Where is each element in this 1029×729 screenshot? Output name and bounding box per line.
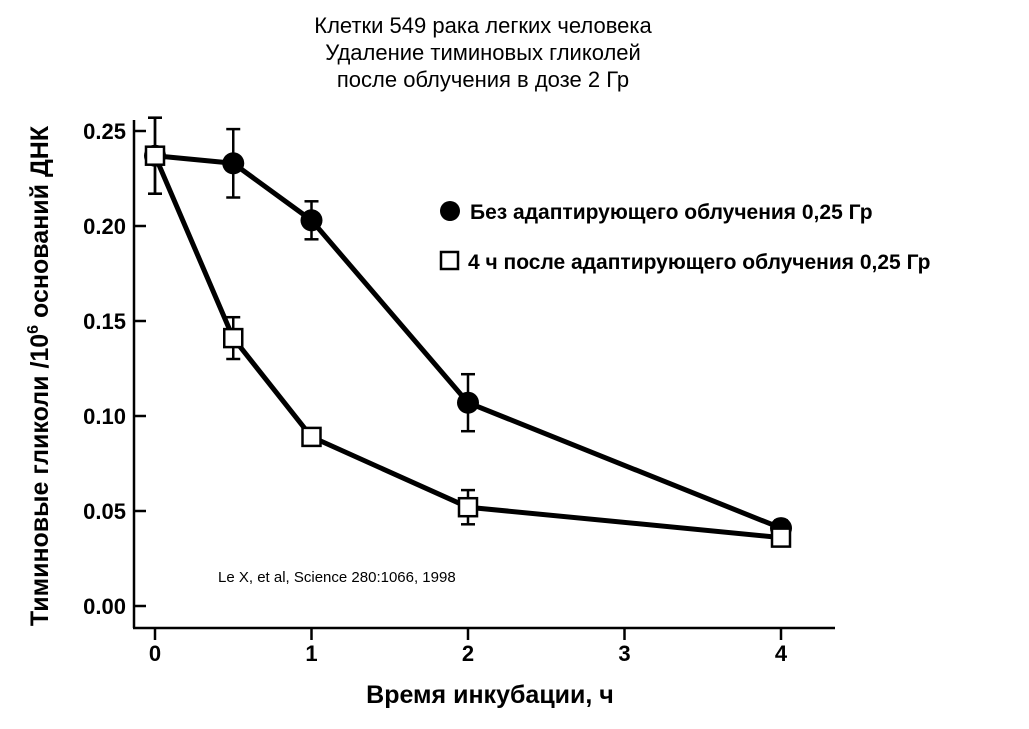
data-point-square bbox=[303, 428, 321, 446]
x-tick-label: 1 bbox=[305, 641, 318, 666]
y-tick-label: 0.25 bbox=[83, 119, 126, 144]
series-2 bbox=[146, 118, 790, 547]
y-tick-label: 0.15 bbox=[83, 309, 126, 334]
data-point-square bbox=[459, 498, 477, 516]
data-point-square bbox=[146, 147, 164, 165]
x-tick-label: 2 bbox=[461, 641, 475, 666]
chart-title-line-2: Удаление тиминовых гликолей bbox=[325, 40, 641, 65]
y-axis-label-superscript: 6 bbox=[25, 324, 42, 334]
legend-label-series-2: 4 ч после адаптирующего облучения 0,25 Гр bbox=[468, 251, 931, 274]
y-axis-label bbox=[25, 125, 54, 626]
data-point-square bbox=[224, 329, 242, 347]
x-axis-label: Время инкубации, ч bbox=[366, 681, 614, 709]
y-ticks bbox=[83, 119, 146, 619]
x-tick-label: 4 bbox=[774, 641, 788, 666]
data-point-circle bbox=[222, 152, 244, 174]
legend bbox=[440, 201, 931, 274]
x-tick-label: 3 bbox=[618, 641, 631, 666]
axes bbox=[133, 120, 835, 628]
data-point-circle bbox=[457, 392, 479, 414]
data-point-square bbox=[772, 529, 790, 547]
x-ticks bbox=[149, 628, 788, 666]
data-point-circle bbox=[301, 209, 323, 231]
y-tick-label: 0.05 bbox=[83, 499, 126, 524]
chart-title-line-1: Клетки 549 рака легких человека bbox=[314, 13, 652, 38]
legend-label-series-1: Без адаптирующего облучения 0,25 Гр bbox=[470, 201, 873, 224]
y-axis-label-tail: оснований ДНК bbox=[26, 125, 54, 325]
series-layer bbox=[144, 118, 792, 547]
y-tick-label: 0.20 bbox=[83, 214, 126, 239]
x-tick-label: 0 bbox=[148, 641, 162, 666]
y-axis-label-main: Тиминовые гликоли /10 bbox=[26, 333, 54, 627]
citation-annotation: Le X, et al, Science 280:1066, 1998 bbox=[218, 569, 456, 586]
legend-marker-filled-circle bbox=[440, 201, 460, 221]
legend-marker-open-square bbox=[441, 252, 458, 269]
y-tick-label: 0.10 bbox=[83, 404, 126, 429]
chart-title-line-3: после облучения в дозе 2 Гр bbox=[336, 67, 630, 92]
y-tick-label: 0.00 bbox=[83, 594, 126, 619]
